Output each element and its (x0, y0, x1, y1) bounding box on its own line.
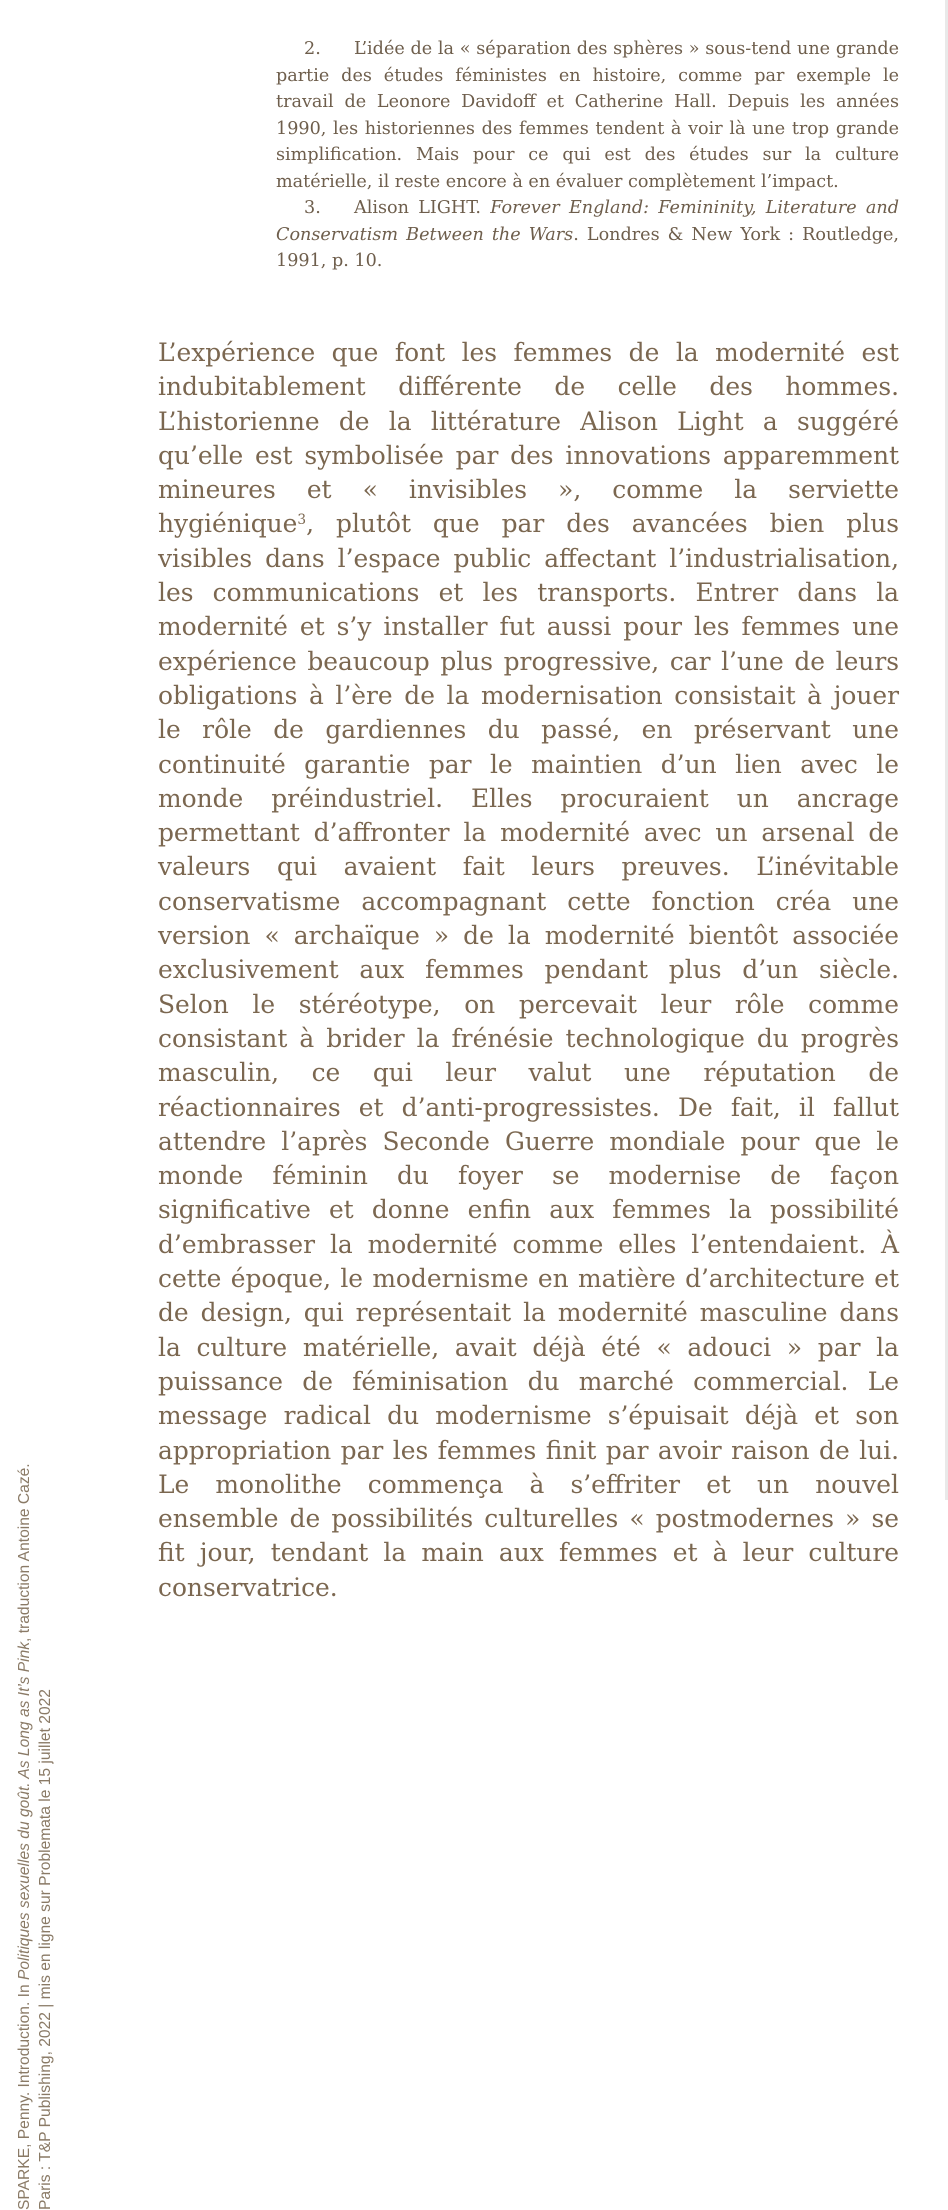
body-part-1: L’expérience que font les femmes de la modernité est indubitablement différente de celle des hommes. L’historienne de la littérature Alison Light a suggéré qu’elle est symbolisée par des innovations apparemment mineures et « invisibles », comme la serviette hygiénique (158, 338, 899, 539)
footnote-reference: 3 (297, 512, 307, 529)
body-part-2: , plutôt que par des avancées bien plus visibles dans l’espace public affectant l’industrialisation, les communications et les transports. Entrer dans la modernité et s’y installer fut aussi pour les femmes une expérience beaucoup plus progressive, car l’une de leurs obligations à l’ère de la modernisation consistait à jouer le rôle de gardiennes du passé, en préservant une continuité garantie par le maintien d’un lien avec le monde préindustriel. Elles procuraient un ancrage permettant d’affronter la modernité avec un arsenal de valeurs qui avaient fait leurs preuves. L’inévitable conservatisme accompagnant cette fonction créa une version « archaïque » de la modernité bientôt associée exclusivement aux femmes pendant plus d’un siècle. Selon le stéréotype, on percevait leur rôle comme consistant à brider la frénésie technologique du progrès masculin, ce qui leur valut une réputation de réactionnaires et d’anti-progressistes. De fait, il fallut attendre l’après Seconde Guerre mondiale pour que le monde féminin du foyer se modernise de façon significative et donne enfin aux femmes la possibilité d’embrasser la modernité comme elles l’entendaient. À cette époque, le modernisme en matière d’architecture et de design, qui représentait la modernité masculine dans la culture matérielle, avait déjà été « adouci » par la puissance de féminisation du marché commercial. Le message radical du modernisme s’épuisait déjà et son appropriation par les femmes finit par avoir raison de lui. Le monolithe commença à s’effriter et un nouvel ensemble de possibilités culturelles « postmodernes » se fit jour, tendant la main aux femmes et à leur culture conservatrice. (158, 509, 899, 1602)
body-text (158, 336, 899, 1605)
footnotes (276, 36, 899, 275)
footnote-text: L’idée de la « séparation des sphères » sous-tend une grande partie des études féministes en histoire, comme par exemple le travail de Leonore Davidoff et Catherine Hall. Depuis les années 1990, les historiennes des femmes tendent à voir là une trop grande simplification. Mais pour ce qui est des études sur la culture matérielle, il reste encore à en évaluer complètement l’impact. (276, 39, 899, 192)
footnote-2 (276, 36, 899, 195)
credit-line-2: Paris : T&P Publishing, 2022 | mis en ligne sur Problemata le 15 juillet 2022 (37, 1689, 54, 2210)
footnote-3 (276, 195, 899, 275)
footnote-number: 2. (304, 39, 321, 59)
footnote-author: Alison LIGHT. (354, 198, 481, 218)
footnote-publication: . Londres & New York : Routledge, 1991, p. 10. (276, 224, 899, 271)
body-paragraph (158, 336, 899, 1605)
credit-translator: , traduction Antoine Cazé. (16, 1463, 33, 1642)
credit-author: SPARKE, Penny. Introduction. In (16, 1980, 33, 2210)
footnote-number: 3. (304, 198, 321, 218)
citation-credit (14, 1410, 56, 2210)
footnote-book-title: Forever England: Femininity, Literature and Conservatism Between the Wars (276, 198, 900, 245)
credit-line-1 (14, 1410, 35, 2210)
credit-title: Politiques sexuelles du goût. As Long as It’s Pink (16, 1641, 33, 1981)
